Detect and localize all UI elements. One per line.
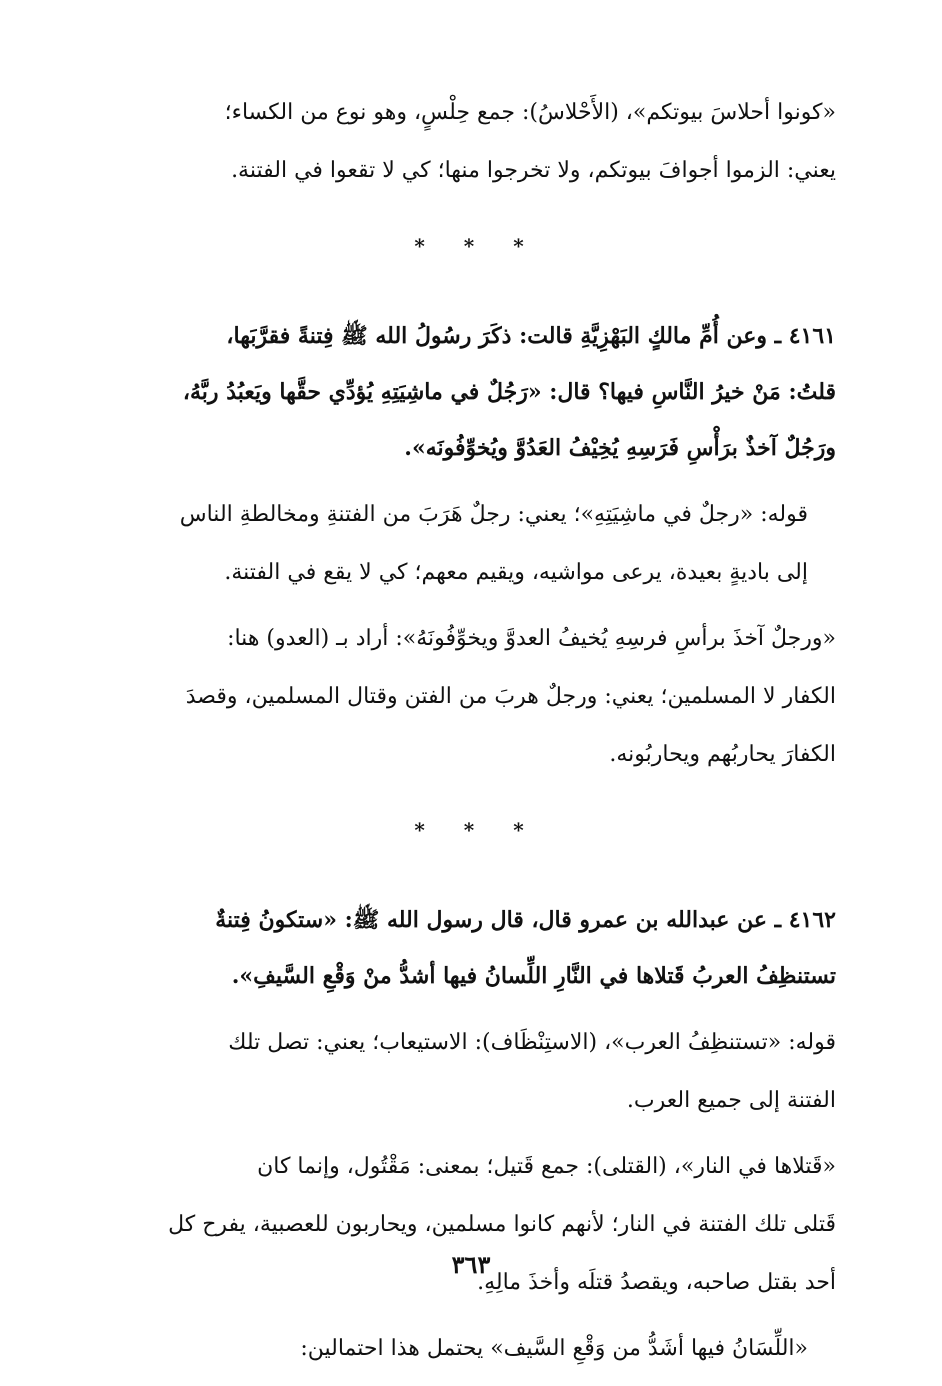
- hadith-4162: [118, 892, 836, 1004]
- commentary-tastanzif: [118, 1014, 836, 1130]
- commentary-al-lisan: [118, 1320, 836, 1378]
- text-line: الكفارَ يحاربُهم ويحاربُونه.: [609, 742, 836, 767]
- text-line: «ورجلٌ آخذَ برأسِ فرسِهِ يُخيفُ العدوَّ ويخوِّفُونَهُ»: أراد بـ (العدو) هنا:: [227, 626, 836, 651]
- text-line: أحد بقتل صاحبه، ويقصدُ قتلَه وأخذَ مالِهِ.: [477, 1270, 836, 1295]
- text-line: قلتُ: مَنْ خيرُ النَّاسِ فيها؟ قال: «رَجُلٌ في ماشِيَتِهِ يُؤدِّي حقَّها ويَعبُدُ ربَّهُ،: [182, 379, 836, 405]
- text-line: الكفار لا المسلمين؛ يعني: ورجلٌ هربَ من الفتن وقتال المسلمين، وقصدَ: [185, 684, 836, 709]
- text-line: ورَجُلٌ آخذٌ برَأْسِ فَرَسِهِ يُخِيْفُ العَدُوَّ ويُخوِّفُونَه».: [404, 435, 836, 461]
- text-line: «اللِّسَانُ فيها أشَدُّ من وَقْعِ السَّيف» يحتمل هذا احتمالين:: [300, 1336, 808, 1361]
- section-separator: * * *: [414, 234, 540, 258]
- text-line: إلى باديةٍ بعيدة، يرعى مواشيه، ويقيم معهم؛ كي لا يقع في الفتنة.: [224, 560, 808, 585]
- text-line: قَتلى تلك الفتنة في النار؛ لأنهم كانوا مسلمين، ويحاربون للعصبية، يفرح كل: [168, 1212, 836, 1237]
- text-line: تستنظِفُ العربُ قَتلاها في النَّارِ اللِّسانُ فيها أشدُّ منْ وَقْعِ السَّيفِ».: [231, 963, 836, 989]
- paragraph-koonu-ahlas: [118, 84, 836, 200]
- page-body: [118, 84, 836, 1386]
- text-line: ٤١٦٢ ـ عن عبدالله بن عمرو قال، قال رسول الله ﷺ: «ستكونُ فِتنةٌ: [215, 907, 836, 933]
- hadith-4161: [118, 308, 836, 476]
- text-line: الفتنة إلى جميع العرب.: [626, 1088, 836, 1113]
- page-number: ٣٦٣: [451, 1250, 491, 1279]
- text-line: ٤١٦١ ـ وعن أُمِّ مالكٍ البَهْزِيَّةِ قالت: ذكَرَ رسُولُ الله ﷺ فِتنةً فقرَّبَها،: [226, 323, 836, 349]
- text-line: قوله: «تستنظِفُ العرب»، (الاستِنْظَاف): الاستيعاب؛ يعني: تصل تلك: [228, 1030, 836, 1055]
- commentary-rajul-akhidh: [118, 610, 836, 784]
- commentary-qatlaha: [118, 1138, 836, 1312]
- section-separator: * * *: [414, 818, 540, 842]
- text-line: «قَتلاها في النار»، (القتلى): جمع قَتيل؛ بمعنى: مَقْتُول، وإنما كان: [257, 1154, 836, 1179]
- text-line: يعني: الزموا أجوافَ بيوتكم، ولا تخرجوا منها؛ كي لا تقعوا في الفتنة.: [231, 158, 836, 183]
- text-line: قوله: «رجلٌ في ماشِيَتِهِ»؛ يعني: رجلٌ هَرَبَ من الفتنةِ ومخالطةِ الناس: [179, 502, 808, 527]
- commentary-rajul-fi-mashiyatihi: [118, 486, 836, 602]
- text-line: «كونوا أحلاسَ بيوتكم»، (الأَحْلاسُ): جمع حِلْسٍ، وهو نوع من الكساء؛: [224, 100, 836, 125]
